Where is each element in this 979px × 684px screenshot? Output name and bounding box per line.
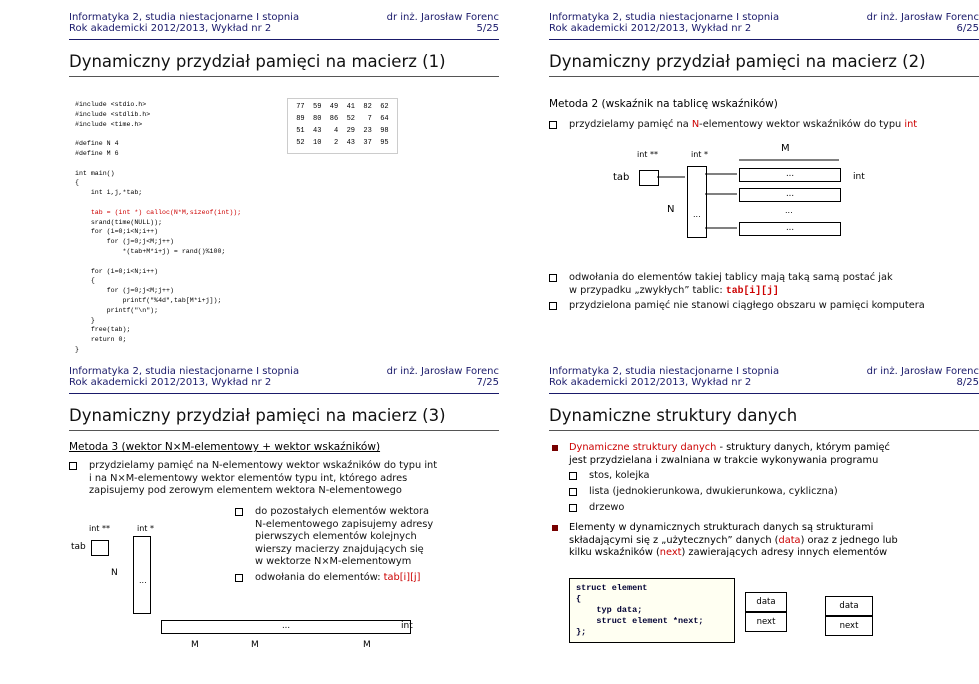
code-line: int main() bbox=[75, 169, 115, 177]
code-line: for (i=0;i<N;i++) bbox=[75, 228, 159, 236]
slide-6 bbox=[549, 12, 979, 311]
title-rule bbox=[69, 430, 499, 431]
bullet-box-icon bbox=[569, 472, 577, 480]
bullet-text: zapisujemy pod zerowym elementem wektora N-elementowego bbox=[89, 485, 402, 496]
bullet-box-icon bbox=[549, 121, 557, 129]
year-label: Rok akademicki 2012/2013, Wykład nr 2 bbox=[69, 377, 272, 388]
arrows-icon bbox=[609, 140, 909, 260]
variable-label: tab bbox=[613, 172, 630, 183]
struct-code-line: typ data; bbox=[576, 605, 643, 615]
type-label: int * bbox=[137, 524, 154, 533]
author-label: dr inż. Jarosław Forenc bbox=[866, 12, 979, 23]
bullet-text: Elementy w dynamicznych strukturach danych są strukturami bbox=[569, 522, 874, 533]
bullet-text: i na N×M-elementowy wektor elementów typu int, którego adres bbox=[89, 472, 408, 484]
title-rule bbox=[549, 76, 979, 77]
code-line bbox=[75, 159, 241, 169]
bullet-text: do pozostałych elementów wektora bbox=[255, 506, 430, 517]
header-rule bbox=[549, 393, 979, 394]
page-number: 6/25 bbox=[956, 23, 979, 34]
slide-header bbox=[69, 366, 499, 386]
code-line: #include <time.h> bbox=[75, 120, 143, 128]
type-label: int ** bbox=[637, 150, 658, 159]
title-rule bbox=[549, 430, 979, 431]
code-line: for (i=0;i<N;i++) bbox=[75, 267, 159, 275]
code-line: } bbox=[75, 316, 95, 324]
bullet-text: odwołania do elementów takiej tablicy mają taką samą postać jak bbox=[569, 272, 893, 283]
code-line: srand(time(NULL)); bbox=[75, 218, 163, 226]
type-label: int ** bbox=[89, 524, 110, 533]
dimension-label: M bbox=[251, 640, 259, 650]
bullet-box-icon bbox=[69, 462, 77, 470]
course-label: Informatyka 2, studia niestacjonarne I stopnia bbox=[69, 12, 300, 23]
bullet-item: Elementy w dynamicznych strukturach danych są strukturami składającymi się z „użytecznych” danych (data) oraz z jednego lub kilku wskaźników (next) zawierających adresy innych elementów bbox=[569, 522, 898, 560]
bullet-box-icon bbox=[235, 574, 243, 582]
page-number: 8/25 bbox=[956, 377, 979, 388]
code-line: free(tab); bbox=[75, 326, 131, 334]
dimension-label: M bbox=[781, 143, 790, 154]
page-number: 5/25 bbox=[476, 23, 499, 34]
output-line: 51 43 4 29 23 98 bbox=[292, 127, 389, 135]
bullet-box-icon bbox=[235, 508, 243, 516]
slide-title: Dynamiczny przydział pamięci na macierz (2) bbox=[549, 52, 926, 71]
code-line: } bbox=[75, 345, 79, 353]
bullet-item bbox=[569, 119, 917, 132]
author-label: dr inż. Jarosław Forenc bbox=[386, 366, 499, 377]
code-line: #define M 6 bbox=[75, 149, 119, 157]
code-line: *(tab+M*i+j) = rand()%100; bbox=[75, 247, 226, 255]
method-heading: Metoda 3 (wektor N×M-elementowy + wektor wskaźników) bbox=[69, 441, 381, 453]
code-line bbox=[75, 129, 241, 139]
pointer-array-diagram bbox=[609, 140, 909, 260]
slide-title: Dynamiczne struktury danych bbox=[549, 406, 798, 425]
bullet-box-icon bbox=[549, 302, 557, 310]
output-line: 77 59 49 41 82 62 bbox=[292, 103, 389, 111]
header-rule bbox=[549, 39, 979, 40]
code-line: for (j=0;j<M;j++) bbox=[75, 287, 174, 295]
page-number: 7/25 bbox=[476, 377, 499, 388]
bullet-item bbox=[569, 442, 890, 467]
bullet-item bbox=[255, 572, 420, 585]
code-line: #define N 4 bbox=[75, 140, 119, 148]
sub-bullet: stos, kolejka bbox=[589, 470, 650, 483]
dots: ... bbox=[785, 206, 793, 215]
bullet-text-red: int bbox=[904, 119, 918, 130]
bullet-square-icon bbox=[552, 445, 558, 451]
dimension-label: N bbox=[111, 568, 118, 578]
bullet-square-icon bbox=[552, 525, 558, 531]
method-heading: Metoda 2 (wskaźnik na tablicę wskaźników) bbox=[549, 98, 778, 110]
row-array: ... bbox=[739, 188, 841, 202]
dimension-label: M bbox=[191, 640, 199, 650]
bullet-text-red: N bbox=[691, 119, 700, 130]
bullet-item bbox=[89, 460, 437, 498]
code-snippet: tab[i][j] bbox=[725, 284, 779, 296]
row-array: ... bbox=[739, 222, 841, 236]
struct-code-line: { bbox=[576, 594, 582, 604]
code-line: #include <stdlib.h> bbox=[75, 110, 151, 118]
header-rule bbox=[69, 393, 499, 394]
slide-header bbox=[549, 366, 979, 386]
linked-list-diagram bbox=[745, 592, 945, 652]
bullet-text: -elementowy wektor wskaźników do typu bbox=[699, 119, 905, 130]
bullet-item bbox=[255, 506, 433, 569]
bullet-box-icon bbox=[569, 504, 577, 512]
vertical-dots: ... bbox=[693, 210, 701, 219]
code-line: printf("%4d",tab[M*i+j]); bbox=[75, 296, 222, 304]
nm-element-vector: ... bbox=[161, 620, 411, 634]
dimension-label: N bbox=[667, 204, 675, 215]
bullet-box-icon bbox=[569, 488, 577, 496]
bullet-box-icon bbox=[549, 274, 557, 282]
code-line bbox=[75, 257, 241, 267]
type-label: int bbox=[853, 172, 865, 182]
dimension-label: M bbox=[363, 640, 371, 650]
code-line: for (j=0;j<M;j++) bbox=[75, 238, 174, 246]
bullet-text: jest przydzielana i zwalniana w trakcie wykonywania programu bbox=[569, 454, 879, 466]
code-line bbox=[75, 198, 241, 208]
struct-code-line: struct element *next; bbox=[576, 616, 704, 626]
bullet-text: przydzielamy pamięć na bbox=[569, 119, 692, 130]
slide-title: Dynamiczny przydział pamięci na macierz (3) bbox=[69, 406, 446, 425]
bullet-text: w wektorze N×M-elementowym bbox=[255, 556, 412, 567]
code-line: { bbox=[75, 277, 95, 285]
slide-header bbox=[69, 12, 499, 32]
course-label: Informatyka 2, studia niestacjonarne I stopnia bbox=[549, 366, 780, 377]
struct-code-line: }; bbox=[576, 627, 587, 637]
code-line: return 0; bbox=[75, 336, 127, 344]
code-listing bbox=[75, 100, 241, 355]
node-next-cell: next bbox=[745, 612, 787, 632]
bullet-text: pierwszych elementów kolejnych bbox=[255, 531, 417, 542]
dots: ... bbox=[139, 576, 147, 585]
struct-code-box bbox=[569, 578, 735, 643]
type-label: int * bbox=[691, 150, 708, 159]
bullet-text: - struktury danych, którym pamięć bbox=[716, 442, 890, 453]
code-line: { bbox=[75, 179, 79, 187]
node-data-cell: data bbox=[745, 592, 787, 612]
bullet-text: N-elementowego zapisujemy adresy bbox=[255, 518, 434, 530]
code-line: #include <stdio.h> bbox=[75, 101, 147, 108]
year-label: Rok akademicki 2012/2013, Wykład nr 2 bbox=[549, 377, 752, 388]
row-array: ... bbox=[739, 168, 841, 182]
bullet-text: wierszy macierzy znajdujących się bbox=[255, 543, 424, 555]
bullet-text: przydzielamy pamięć na N-elementowy wektor wskaźników do typu int bbox=[89, 460, 438, 471]
output-line: 52 10 2 43 37 95 bbox=[292, 139, 389, 147]
author-label: dr inż. Jarosław Forenc bbox=[866, 366, 979, 377]
title-rule bbox=[69, 76, 499, 77]
sub-bullet: lista (jednokierunkowa, dwukierunkowa, cykliczna) bbox=[589, 486, 838, 499]
year-label: Rok akademicki 2012/2013, Wykład nr 2 bbox=[549, 23, 752, 34]
bullet-item bbox=[569, 300, 925, 313]
bullet-text: przydzielona pamięć nie stanowi ciągłego obszaru w pamięci komputera bbox=[569, 300, 925, 311]
code-line: printf("\n"); bbox=[75, 306, 159, 314]
slide-title: Dynamiczny przydział pamięci na macierz (1) bbox=[69, 52, 446, 71]
slide-8 bbox=[549, 366, 979, 658]
tab-pointer-cell bbox=[91, 540, 109, 556]
header-rule bbox=[69, 39, 499, 40]
slide-5 bbox=[69, 12, 499, 353]
code-snippet: tab[i][j] bbox=[383, 572, 421, 583]
course-label: Informatyka 2, studia niestacjonarne I stopnia bbox=[69, 366, 300, 377]
bullet-text: odwołania do elementów: bbox=[255, 572, 384, 583]
struct-code-line: struct element bbox=[576, 583, 648, 593]
author-label: dr inż. Jarosław Forenc bbox=[386, 12, 499, 23]
node-data-cell: data bbox=[825, 596, 873, 616]
sub-bullet: drzewo bbox=[589, 502, 624, 515]
bullet-text: w przypadku „zwykłych” tablic: bbox=[569, 284, 726, 296]
program-output bbox=[287, 98, 398, 154]
type-label: int bbox=[401, 621, 413, 631]
variable-label: tab bbox=[71, 542, 86, 552]
row-pointer-array bbox=[133, 536, 151, 614]
year-label: Rok akademicki 2012/2013, Wykład nr 2 bbox=[69, 23, 272, 34]
node-next-cell: next bbox=[825, 616, 873, 636]
bullet-text-red: Dynamiczne struktury danych bbox=[569, 442, 717, 453]
code-line: int i,j,*tab; bbox=[75, 189, 143, 197]
output-line: 89 80 86 52 7 64 bbox=[292, 115, 389, 123]
slide-header bbox=[549, 12, 979, 32]
course-label: Informatyka 2, studia niestacjonarne I stopnia bbox=[549, 12, 780, 23]
bullet-item bbox=[569, 272, 893, 297]
slide-7 bbox=[69, 366, 499, 658]
code-line: tab = (int *) calloc(N*M,sizeof(int)); bbox=[75, 208, 242, 216]
